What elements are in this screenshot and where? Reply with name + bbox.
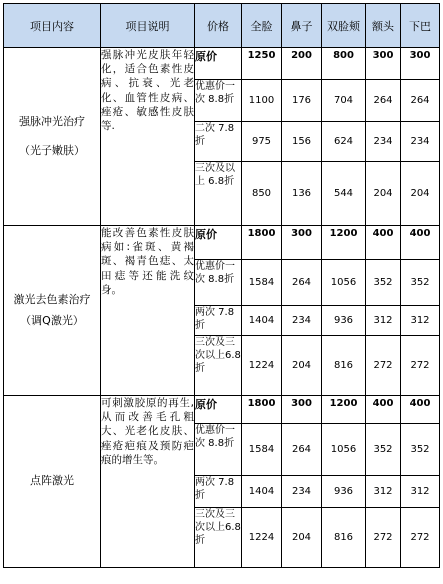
header-desc: 项目说明	[101, 4, 195, 48]
price-level-label: 三次及以 上 6.8折	[195, 162, 242, 226]
price-cell: 1800	[242, 396, 282, 424]
header-full-face: 全脸	[242, 4, 282, 48]
price-level-label: 优惠价一次 8.8折	[195, 260, 242, 306]
table-row	[4, 396, 440, 424]
price-cell: 312	[401, 306, 440, 336]
price-cell: 1250	[242, 48, 282, 80]
price-cell: 176	[282, 80, 322, 122]
price-level-label: 原价	[195, 48, 242, 80]
price-level-label: 原价	[195, 396, 242, 424]
price-cell: 234	[282, 306, 322, 336]
price-cell: 816	[322, 336, 366, 396]
price-cell: 1224	[242, 336, 282, 396]
price-level-label: 两次 7.8折	[195, 476, 242, 508]
section-description: 能改善色素性皮肤病如:雀斑、黄褐斑、褐青色痣、太田痣等还能洗纹身。	[101, 226, 195, 396]
price-cell: 312	[366, 476, 401, 508]
price-cell: 300	[366, 48, 401, 80]
table-row	[4, 226, 440, 260]
price-cell: 1200	[322, 396, 366, 424]
price-cell: 272	[401, 508, 440, 568]
price-level-label: 三次及三次以上6.8折	[195, 336, 242, 396]
section-subname: （调Q激光）	[20, 313, 84, 327]
price-cell: 400	[366, 396, 401, 424]
price-cell: 272	[366, 508, 401, 568]
price-cell: 264	[282, 260, 322, 306]
price-cell: 300	[401, 48, 440, 80]
price-level-label: 三次及三次以上6.8折	[195, 508, 242, 568]
section-item-cell	[4, 48, 101, 226]
price-cell: 400	[401, 396, 440, 424]
header-item: 项目内容	[4, 4, 101, 48]
price-cell: 156	[282, 122, 322, 162]
price-cell: 272	[401, 336, 440, 396]
price-level-label: 两次 7.8折	[195, 306, 242, 336]
price-cell: 1584	[242, 424, 282, 476]
price-cell: 264	[366, 80, 401, 122]
price-cell: 234	[366, 122, 401, 162]
price-cell: 1224	[242, 508, 282, 568]
header-price: 价格	[195, 4, 242, 48]
header-nose: 鼻子	[282, 4, 322, 48]
price-cell: 234	[401, 122, 440, 162]
table-row	[4, 48, 440, 80]
price-level-label: 二次 7.8折	[195, 122, 242, 162]
price-cell: 312	[366, 306, 401, 336]
price-cell: 204	[366, 162, 401, 226]
price-cell: 136	[282, 162, 322, 226]
price-cell: 1404	[242, 476, 282, 508]
price-cell: 1584	[242, 260, 282, 306]
price-cell: 204	[401, 162, 440, 226]
price-cell: 300	[282, 396, 322, 424]
price-cell: 204	[282, 508, 322, 568]
price-cell: 264	[282, 424, 322, 476]
section-name: 激光去色素治疗	[13, 292, 91, 306]
price-cell: 975	[242, 122, 282, 162]
price-cell: 312	[401, 476, 440, 508]
price-cell: 1800	[242, 226, 282, 260]
section-description: 可刺激胶原的再生,从而改善毛孔粗大、光老化皮肤、痤疮疤痕及预防疤痕的增生等。	[101, 396, 195, 568]
header-chin: 下巴	[401, 4, 440, 48]
price-cell: 300	[282, 226, 322, 260]
section-item-cell	[4, 396, 101, 568]
section-name: 点阵激光	[30, 474, 74, 488]
price-cell: 234	[282, 476, 322, 508]
price-table	[3, 3, 440, 568]
section-subname: （光子嫩肤）	[19, 143, 85, 157]
price-cell: 624	[322, 122, 366, 162]
price-cell: 400	[366, 226, 401, 260]
price-cell: 800	[322, 48, 366, 80]
price-level-label: 优惠价一次 8.8折	[195, 424, 242, 476]
price-cell: 272	[366, 336, 401, 396]
price-level-label: 原价	[195, 226, 242, 260]
price-cell: 850	[242, 162, 282, 226]
price-cell: 400	[401, 226, 440, 260]
price-cell: 1056	[322, 260, 366, 306]
section-name: 强脉冲光治疗	[19, 114, 85, 128]
header-forehead: 额头	[366, 4, 401, 48]
price-cell: 816	[322, 508, 366, 568]
price-cell: 544	[322, 162, 366, 226]
price-cell: 1404	[242, 306, 282, 336]
header-row	[4, 4, 440, 48]
price-cell: 204	[282, 336, 322, 396]
price-cell: 1100	[242, 80, 282, 122]
price-cell: 352	[401, 260, 440, 306]
section-description: 强脉冲光皮肤年轻化，适合色素性皮病、抗衰、光老化、血管性皮病、痤疮、敏感性皮肤等.	[101, 48, 195, 226]
header-cheeks: 双脸颊	[322, 4, 366, 48]
price-cell: 1056	[322, 424, 366, 476]
price-cell: 264	[401, 80, 440, 122]
price-cell: 704	[322, 80, 366, 122]
price-cell: 352	[366, 260, 401, 306]
price-cell: 936	[322, 476, 366, 508]
price-cell: 352	[366, 424, 401, 476]
price-cell: 352	[401, 424, 440, 476]
price-cell: 936	[322, 306, 366, 336]
price-cell: 1200	[322, 226, 366, 260]
price-cell: 200	[282, 48, 322, 80]
section-item-cell	[4, 226, 101, 396]
price-level-label: 优惠价一次 8.8折	[195, 80, 242, 122]
